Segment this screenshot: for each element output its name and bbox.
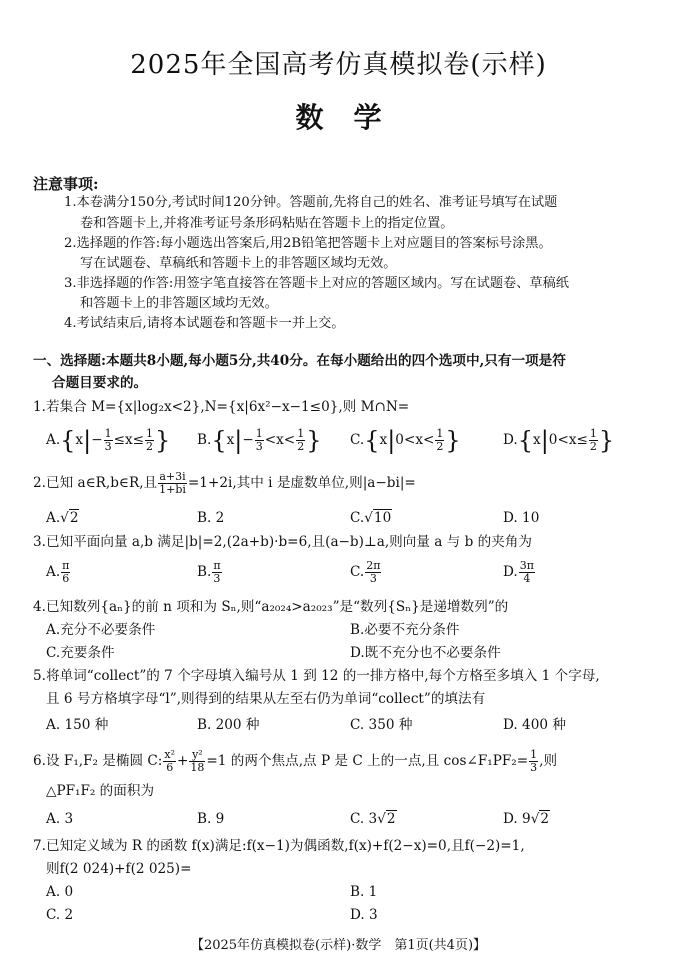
note-line: 4.考试结束后,请将本试题卷和答题卡一并上交。 bbox=[64, 316, 345, 331]
question-6-stem: 6.设 F₁,F₂ 是椭圆 C: $\frac{\text{x²}}{6}$ + $\frac{\text{y²}}{18}$ =1 的两个焦点,点 P 是 C 上的一点,且 cos∠F₁PF₂= $\frac{1}{3}$ ,则 bbox=[33, 748, 558, 774]
question-4-option-c: C.充要条件 bbox=[46, 645, 115, 661]
question-5-stem-cont: 且 6 号方格填字母“l”,则得到的结果从左至右仍为单词“collect”的填法有 bbox=[46, 691, 486, 707]
page-footer: 【2025年仿真模拟卷(示样)·数学 第1页(共4页)】 bbox=[190, 938, 487, 953]
question-2-option-a: A.√2 bbox=[46, 510, 79, 526]
question-4-option-d: D.既不充分也不必要条件 bbox=[350, 645, 501, 661]
question-6-option-d: D. 9√2 bbox=[503, 811, 550, 827]
question-7-option-a: A. 0 bbox=[46, 884, 74, 900]
note-line: 卷和答题卡上,并将准考证号条形码粘贴在答题卡上的指定位置。 bbox=[80, 216, 454, 231]
question-1-stem: 1.若集合 M={x|log₂x<2},N={x|6x²−x−1≤0},则 M∩N= bbox=[33, 399, 410, 415]
question-7-stem-cont: 则f(2 024)+f(2 025)= bbox=[46, 861, 192, 877]
question-3-option-a: A. $\frac{\pi}{6}$ bbox=[46, 559, 70, 585]
subject-heading: 数学 bbox=[295, 101, 412, 134]
note-line: 写在试题卷、草稿纸和答题卡上的非答题区域均无效。 bbox=[80, 256, 397, 271]
section-heading-cont: 合题目要求的。 bbox=[52, 375, 148, 391]
question-4-option-a: A.充分不必要条件 bbox=[46, 622, 156, 638]
question-7-option-b: B. 1 bbox=[350, 884, 378, 900]
question-2-stem: 2.已知 a∈R,b∈R,且 $\frac{a+3i}{1+bi}$ =1+2i,其中 i 是虚数单位,则|a−bi|= bbox=[33, 470, 416, 496]
question-4-stem: 4.已知数列{aₙ}的前 n 项和为 Sₙ,则“a₂₀₂₄>a₂₀₂₃”是“数列{Sₙ}是递增数列”的 bbox=[33, 599, 509, 615]
question-1-option-a: A.{x|− $\frac{1}{3}$ ≤x≤ $\frac{1}{2}$ } bbox=[46, 426, 171, 455]
question-4-option-b: B.必要不充分条件 bbox=[350, 622, 460, 638]
question-3-option-b: B. $\frac{\pi}{3}$ bbox=[197, 559, 221, 585]
question-7-stem: 7.已知定义域为 R 的函数 f(x)满足:f(x−1)为偶函数,f(x)+f(2−x)=0,且f(−2)=1, bbox=[33, 838, 525, 854]
question-5-option-c: C. 350 种 bbox=[350, 717, 413, 733]
note-line: 3.非选择题的作答:用签字笔直接答在答题卡上对应的答题区域内。写在试题卷、草稿纸 bbox=[64, 276, 569, 291]
question-1-option-b: B.{x|− $\frac{1}{3}$ <x< $\frac{1}{2}$ } bbox=[197, 426, 322, 455]
note-line: 2.选择题的作答:每小题选出答案后,用2B铅笔把答题卡上对应题目的答案标号涂黑。 bbox=[64, 236, 552, 251]
note-line: 1.本卷满分150分,考试时间120分钟。答题前,先将自己的姓名、准考证号填写在试题 bbox=[64, 195, 558, 210]
question-5-stem: 5.将单词“collect”的 7 个字母填入编号从 1 到 12 的一排方格中,每个方格至多填入 1 个字母, bbox=[33, 668, 600, 684]
question-5-option-b: B. 200 种 bbox=[197, 717, 260, 733]
question-6-option-c: C. 3√2 bbox=[350, 811, 396, 827]
question-7-option-d: D. 3 bbox=[350, 907, 378, 923]
question-1-option-c: C.{x|0<x< $\frac{1}{2}$ } bbox=[350, 426, 461, 455]
question-7-option-c: C. 2 bbox=[46, 907, 74, 923]
note-line: 和答题卡上的非答题区域均无效。 bbox=[80, 296, 278, 311]
notes-heading: 注意事项: bbox=[33, 175, 99, 193]
question-3-option-c: C. $\frac{2\pi}{3}$ bbox=[350, 559, 381, 585]
question-6-option-b: B. 9 bbox=[197, 811, 225, 827]
question-2-option-c: C.√10 bbox=[350, 510, 392, 526]
question-5-option-d: D. 400 种 bbox=[503, 717, 566, 733]
question-2-option-b: B. 2 bbox=[197, 510, 225, 526]
question-3-stem: 3.已知平面向量 a,b 满足|b|=2,(2a+b)·b=6,且(a−b)⊥a,则向量 a 与 b 的夹角为 bbox=[33, 534, 532, 550]
question-3-option-d: D. $\frac{3\pi}{4}$ bbox=[503, 559, 534, 585]
question-6-stem-cont: △PF₁F₂ 的面积为 bbox=[46, 783, 155, 799]
question-2-option-d: D. 10 bbox=[503, 510, 540, 526]
question-1-option-d: D.{x|0<x≤ $\frac{1}{2}$ } bbox=[503, 426, 615, 455]
section-heading: 一、选择题:本题共8小题,每小题5分,共40分。在每小题给出的四个选项中,只有一项是符 bbox=[33, 353, 566, 369]
question-6-option-a: A. 3 bbox=[46, 811, 74, 827]
exam-title: 2025年全国高考仿真模拟卷(示样) bbox=[130, 50, 547, 80]
question-5-option-a: A. 150 种 bbox=[46, 717, 109, 733]
